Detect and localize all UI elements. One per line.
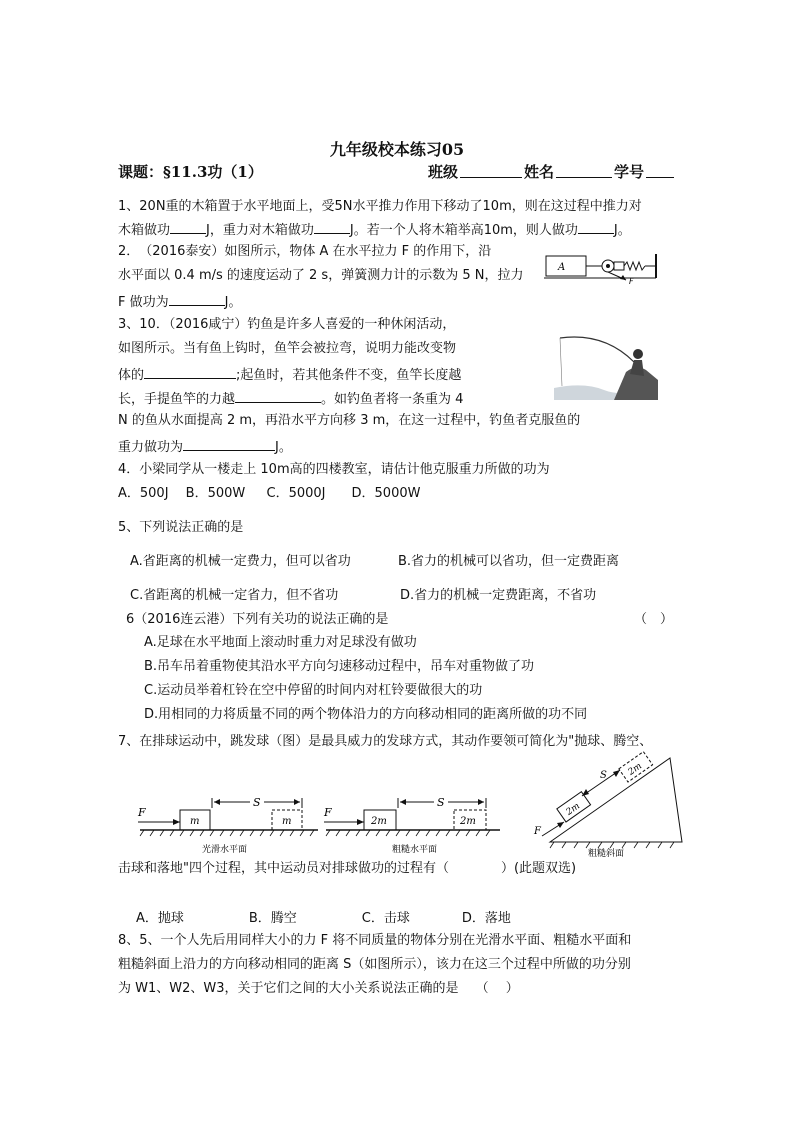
f1-label: 光滑水平面 bbox=[202, 845, 248, 855]
q6-paren: （ ） bbox=[634, 612, 674, 627]
f2-force: F bbox=[324, 806, 332, 819]
figure-smooth-surface bbox=[134, 772, 324, 856]
q1-line2 bbox=[118, 220, 631, 239]
q5-stem: 5、下列说法正确的是 bbox=[118, 520, 244, 535]
class-blank[interactable] bbox=[460, 164, 522, 178]
f3-label: 粗糙斜面 bbox=[588, 849, 625, 859]
page-title: 九年级校本练习05 bbox=[329, 140, 465, 159]
q3-text-a: 体的 bbox=[118, 368, 145, 383]
q1-blank-3[interactable] bbox=[578, 220, 614, 234]
f2-mass-end: 2m bbox=[460, 816, 476, 827]
figure-rough-incline bbox=[530, 744, 690, 860]
q2-fig-a: A bbox=[558, 262, 566, 273]
q7-line2: 击球和落地"四个过程，其中运动员对排球做功的过程有（ ）(此题双选) bbox=[118, 861, 577, 876]
q2-line1: 2． （2016泰安）如图所示，物体 A 在水平拉力 F 的作用下，沿 bbox=[118, 244, 492, 259]
q8-line1: 8、5、一个人先后用同样大小的力 F 将不同质量的物体分别在光滑水平面、粗糙水平面和 bbox=[118, 933, 632, 948]
q6-stem: 6（2016连云港）下列有关功的说法正确的是 bbox=[126, 612, 389, 627]
q5-option-d: D.省力的机械一定费距离，不省功 bbox=[400, 588, 597, 603]
class-label: 班级 bbox=[428, 163, 459, 181]
q8-line3: 为 W1、W2、W3，关于它们之间的大小关系说法正确的是 （ ） bbox=[118, 981, 519, 996]
q1-text-c: J。若一个人将木箱举高10m，则人做功 bbox=[349, 223, 578, 238]
q6-option-a: A.足球在水平地面上滚动时重力对足球没有做功 bbox=[144, 635, 417, 650]
q3-line2: 如图所示。当有鱼上钩时，鱼竿会被拉弯，说明力能改变物 bbox=[118, 341, 457, 356]
q5-option-a: A.省距离的机械一定费力，但可以省功 bbox=[130, 554, 351, 569]
f2-mass: 2m bbox=[371, 816, 387, 827]
q2-line2: 水平面以 0.4 m/s 的速度运动了 2 s，弹簧测力计的示数为 5 N，拉力 bbox=[118, 268, 524, 283]
name-blank[interactable] bbox=[556, 164, 612, 178]
q4-options: A．500J B．500W C．5000J D．5000W bbox=[118, 486, 421, 501]
fishing-image bbox=[554, 328, 658, 400]
q3-line6 bbox=[118, 437, 292, 456]
q6-option-b: B.吊车吊着重物使其沿水平方向匀速移动过程中，吊车对重物做了功 bbox=[144, 659, 535, 674]
f1-mass: m bbox=[190, 816, 200, 827]
q1-text-d: J。 bbox=[613, 223, 631, 238]
q3-blank-3[interactable] bbox=[183, 437, 275, 451]
q3-text-e: 重力做功为 bbox=[118, 440, 184, 455]
f1-mass-end: m bbox=[282, 816, 292, 827]
q3-text-f: J。 bbox=[275, 440, 292, 455]
q2-text-a: F 做功为 bbox=[118, 295, 169, 310]
q5-option-c: C.省距离的机械一定省力，但不省功 bbox=[130, 588, 339, 603]
q7-line1: 7、在排球运动中，跳发球（图）是最具威力的发球方式，其动作要领可简化为"抛球、腾空、 bbox=[118, 734, 653, 749]
q1-blank-2[interactable] bbox=[314, 220, 350, 234]
f3-force: F bbox=[534, 826, 541, 837]
id-blank[interactable] bbox=[646, 164, 674, 178]
q3-blank-2[interactable] bbox=[235, 389, 321, 403]
q3-line5: N 的鱼从水面提高 2 m，再沿水平方向移 3 m，在这一过程中，钓鱼者克服鱼的 bbox=[118, 413, 581, 428]
q3-text-b: ;起鱼时，若其他条件不变，鱼竿长度越 bbox=[236, 368, 462, 383]
q1-line1: 1、20N重的木箱置于水平地面上，受5N水平推力作用下移动了10m，则在这过程中推力对 bbox=[118, 199, 642, 214]
f1-dist: S bbox=[253, 796, 261, 809]
q6-option-c: C.运动员举着杠铃在空中停留的时间内对杠铃要做很大的功 bbox=[144, 683, 483, 698]
q3-text-c: 长，手提鱼竿的力越 bbox=[118, 392, 236, 407]
q2-figure bbox=[544, 250, 674, 286]
q2-text-b: J。 bbox=[224, 295, 242, 310]
f2-label: 粗糙水平面 bbox=[392, 845, 438, 855]
q3-line1: 3、10．（2016咸宁）钓鱼是许多人喜爱的一种休闲活动， bbox=[118, 317, 456, 332]
q5-option-b: B.省力的机械可以省功，但一定费距离 bbox=[398, 554, 620, 569]
q1-blank-1[interactable] bbox=[170, 220, 206, 234]
f1-force: F bbox=[138, 806, 146, 819]
q8-line2: 粗糙斜面上沿力的方向移动相同的距离 S（如图所示），该力在这三个过程中所做的功分别 bbox=[118, 957, 631, 972]
q3-line3 bbox=[118, 365, 461, 384]
q2-fig-f: F bbox=[629, 277, 634, 286]
q6-option-d: D.用相同的力将质量不同的两个物体沿力的方向移动相同的距离所做的功不同 bbox=[144, 707, 588, 722]
id-label: 学号 bbox=[614, 163, 645, 181]
q2-blank[interactable] bbox=[169, 292, 225, 306]
topic-label: 课题：§11.3功（1） bbox=[118, 163, 263, 181]
q3-line4 bbox=[118, 389, 463, 408]
name-label: 姓名 bbox=[524, 163, 555, 181]
q3-text-d: 。如钓鱼者将一条重为 4 bbox=[321, 392, 464, 407]
q1-text-b: J，重力对木箱做功 bbox=[206, 223, 314, 238]
q2-line3 bbox=[118, 292, 241, 311]
f3-mass: 2m bbox=[564, 801, 583, 818]
q1-text-a: 木箱做功 bbox=[118, 223, 171, 238]
figure-rough-surface bbox=[320, 772, 510, 856]
q7-options: A．抛球 B．腾空 C．击球 D．落地 bbox=[136, 911, 511, 926]
f2-dist: S bbox=[437, 796, 445, 809]
header-row bbox=[118, 161, 674, 181]
f3-mass-end: 2m bbox=[626, 761, 645, 778]
q3-blank-1[interactable] bbox=[144, 365, 236, 379]
q4-stem: 4．小梁同学从一楼走上 10m高的四楼教室，请估计他克服重力所做的功为 bbox=[118, 462, 550, 477]
f3-dist: S bbox=[600, 770, 607, 781]
